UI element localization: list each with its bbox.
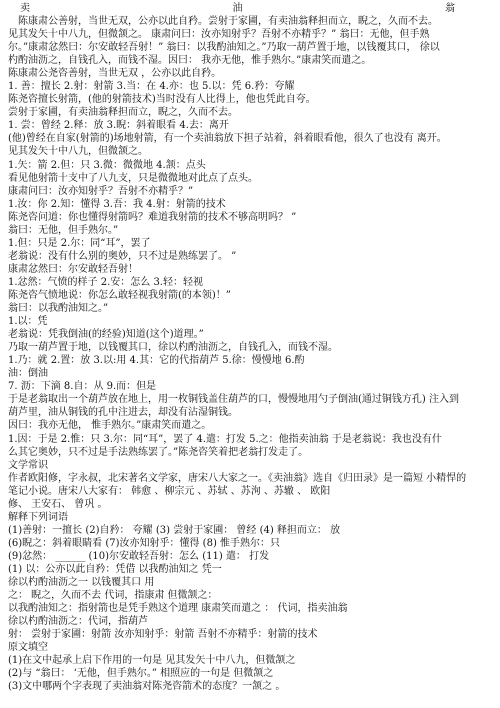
original-text-line: 陈康肃公善射，当世无双，公亦以此自矜。尝射于家圃，有卖油翁释担而立，睨之，久而不去。 (18, 16, 438, 27)
vocab-line: 7. 沥：下滴 8.自：从 9.而：但是 (8, 381, 157, 393)
exercise-line: 徐以杓酌油沥之一 以钱覆其口 用 (8, 577, 155, 589)
sentence-line: 康肃忿然曰：尔安敢轻吾射！ (8, 263, 138, 275)
translation-line: 陈尧咨问道：你也懂得射箭吗？难道我射箭的技术不够高明吗？ ” (8, 211, 297, 223)
original-text-line: 尔。”康肃忿然曰：尔安敢轻吾射！” 翁曰：以我酌油知之。”乃取一葫芦置于地，以钱覆其口， 徐以 (8, 42, 440, 54)
sentence-line: 陈康肃公尧咨善射，当世无双 ，公亦以此自矜。 (8, 68, 222, 80)
translation-line: 看见他射箭十支中了八九支，只是微微地对此点了点头。 (8, 172, 258, 184)
exercise-line: (1) 以：公亦以此自矜：凭借 以我酌油知之 凭一 (8, 563, 222, 575)
sentence-line: 尝射于家圃，有卖油翁释担而立，睨之，久而不去。 (8, 107, 238, 119)
title-char-1: 卖 (20, 3, 31, 14)
translation-line: (他)曾经在自家(射箭的)场地射箭，有一个卖油翁放下担子站着，斜着眼看他，很久了也没有 离开。 (8, 133, 447, 145)
original-text-line: 杓酌油沥之，自钱孔入，而钱不湿。因曰： 我亦无他，惟手熟尔。”康肃笑而遣之。 (8, 55, 372, 67)
translation-line: 陈尧咨气愤地说：你怎么敢轻视我射箭(的本领)！” (8, 289, 231, 301)
translation-line: 于是老翁取出一个葫芦放在地上，用一枚铜钱盖住葫芦的口，慢慢地用勺子倒油(通过铜钱方孔) 注入到 (8, 394, 459, 406)
fill-line: (3)文中哪两个字表现了卖油翁对陈尧咨箭术的态度？一颔之 。 (8, 681, 286, 693)
sentence-line: 见其发矢十中八九，但微颔之。 (8, 146, 148, 158)
literary-line: 笔记小说。唐宋八大家有： 韩愈 、柳宗元 、苏轼 、苏洵 、苏辙 、 欧阳 (8, 485, 331, 497)
vocab-line: 1. 尝：曾经 2.释：放 3.睨：斜着眼看 4.去：离开 (8, 120, 229, 132)
sentence-line: 乃取一葫芦置于地，以钱覆其口，徐以杓酌油沥之，自钱孔入，而钱不湿。 (8, 342, 338, 354)
translation-line: 陈尧咨擅长射箭，(他的射箭技术)当时没有人比得上，他也凭此自夸。 (8, 94, 316, 106)
exercise-line: 以我酌油知之：指射箭也是凭手熟这个道理 康肃笑而遣之 ： 代词，指卖油翁 (8, 603, 348, 615)
sentence-line: 翁曰：以我酌油知之。” (8, 303, 109, 315)
exercise-line: (1)善射：一擅长 (2)自矜： 夸耀 (3) 尝射于家圃： 曾经 (4) 释担而立： 放 (8, 524, 341, 536)
sentence-line: 翁曰：无他，但手熟尔。” (8, 224, 119, 236)
vocab-line: 油：倒油 (8, 368, 48, 380)
section-heading-literary: 文学常识 (8, 459, 48, 471)
document-title (8, 2, 490, 15)
fill-line: (2)与 “翁曰： ‘无他，但手熟尔。” 相照应的一句是 但微颔之 (8, 668, 274, 680)
vocab-line: 1.矢：箭 2.但：只 3.微：微微地 4.颔：点头 (8, 159, 206, 171)
exercise-line: 徐以杓酌油沥之：代词，指葫芦 (8, 616, 148, 628)
exercise-line: 射： 尝射于家圃：射箭 汝亦知射乎：射箭 吾射不亦精乎：射箭的技术 (8, 629, 318, 641)
fill-line: (1)在文中起承上启下作用的一句是 见其发矢十中八九，但微颔之 (8, 655, 296, 667)
section-heading-fill: 原文填空 (8, 642, 48, 654)
translation-line: 老翁说：没有什么别的奥妙，只不过是熟练罢了。 ” (8, 250, 237, 262)
sentence-line: 康肃问曰：汝亦知射乎？吾射不亦精乎？” (8, 185, 194, 197)
vocab-line: 1.因：于是 2.惟：只 3.尔：同“耳”，罢了 4.遣：打发 5.之：他指卖油翁 于是老翁说：我也没有什 (8, 433, 442, 445)
section-heading-vocab: 解释下列词语 (8, 511, 68, 523)
vocab-line: 1.忿然：气愤的样子 2.安：怎么 3.轻：轻视 (8, 276, 203, 288)
vocab-line: 1.汝：你 2.知：懂得 3.吾：我 4.射：射箭的技术 (8, 198, 226, 210)
vocab-line: 1.乃：就 2.置：放 3.以:用 4.其：它的代指葫芦 5.徐：慢慢地 6.酌 (8, 355, 305, 367)
exercise-line: 之： 睨之，久而不去 代词，指康肃 但微颔之： (8, 590, 218, 602)
vocab-line: 1. 善：擅长 2.射：射箭 3.当：在 4.亦：也 5.以：凭 6.矜：夸耀 (8, 81, 295, 93)
translation-line: 老翁说：凭我倒油(的经验)知道(这个)道理。” (8, 329, 204, 341)
vocab-line: 1.但：只是 2.尔：同“耳”，罢了 (8, 237, 151, 249)
exercise-line: (9)忿然： ______ (10)尔安敢轻吾射：怎么 (11) 遣： 打发 (8, 550, 270, 562)
sentence-line: 因曰：我亦无他， 惟手熟尔。”康肃笑而遣之。 (8, 420, 212, 432)
title-char-2: 油 (232, 3, 244, 14)
original-text-line: 见其发矢十中八九，但微颔之。 康肃问曰：汝亦知射乎？吾射不亦精乎？” 翁曰：无他，但手熟 (8, 29, 430, 41)
literary-line: 作者欧阳修，字永叔，北宋著名文学家，唐宋八大家之一。《卖油翁》选自《归田录》是一篇短 小精悍的 (8, 472, 467, 484)
translation-line: 葫芦里，油从铜钱的孔中注进去，却没有沾湿铜钱。 (8, 407, 238, 419)
vocab-line: 1.以：凭 (8, 316, 48, 328)
exercise-line: (6)睨之：斜着眼睛看 (7)汝亦知射乎：懂得 (8) 惟手熟尔：只 (8, 537, 281, 549)
literary-line: 修、 王安石、 曾巩 。 (8, 498, 108, 510)
title-char-3: 翁 (445, 3, 456, 14)
translation-line: 么其它奥妙，只不过是手法熟练罢了。”陈尧咨笑着把老翁打发走了。 (8, 446, 309, 458)
